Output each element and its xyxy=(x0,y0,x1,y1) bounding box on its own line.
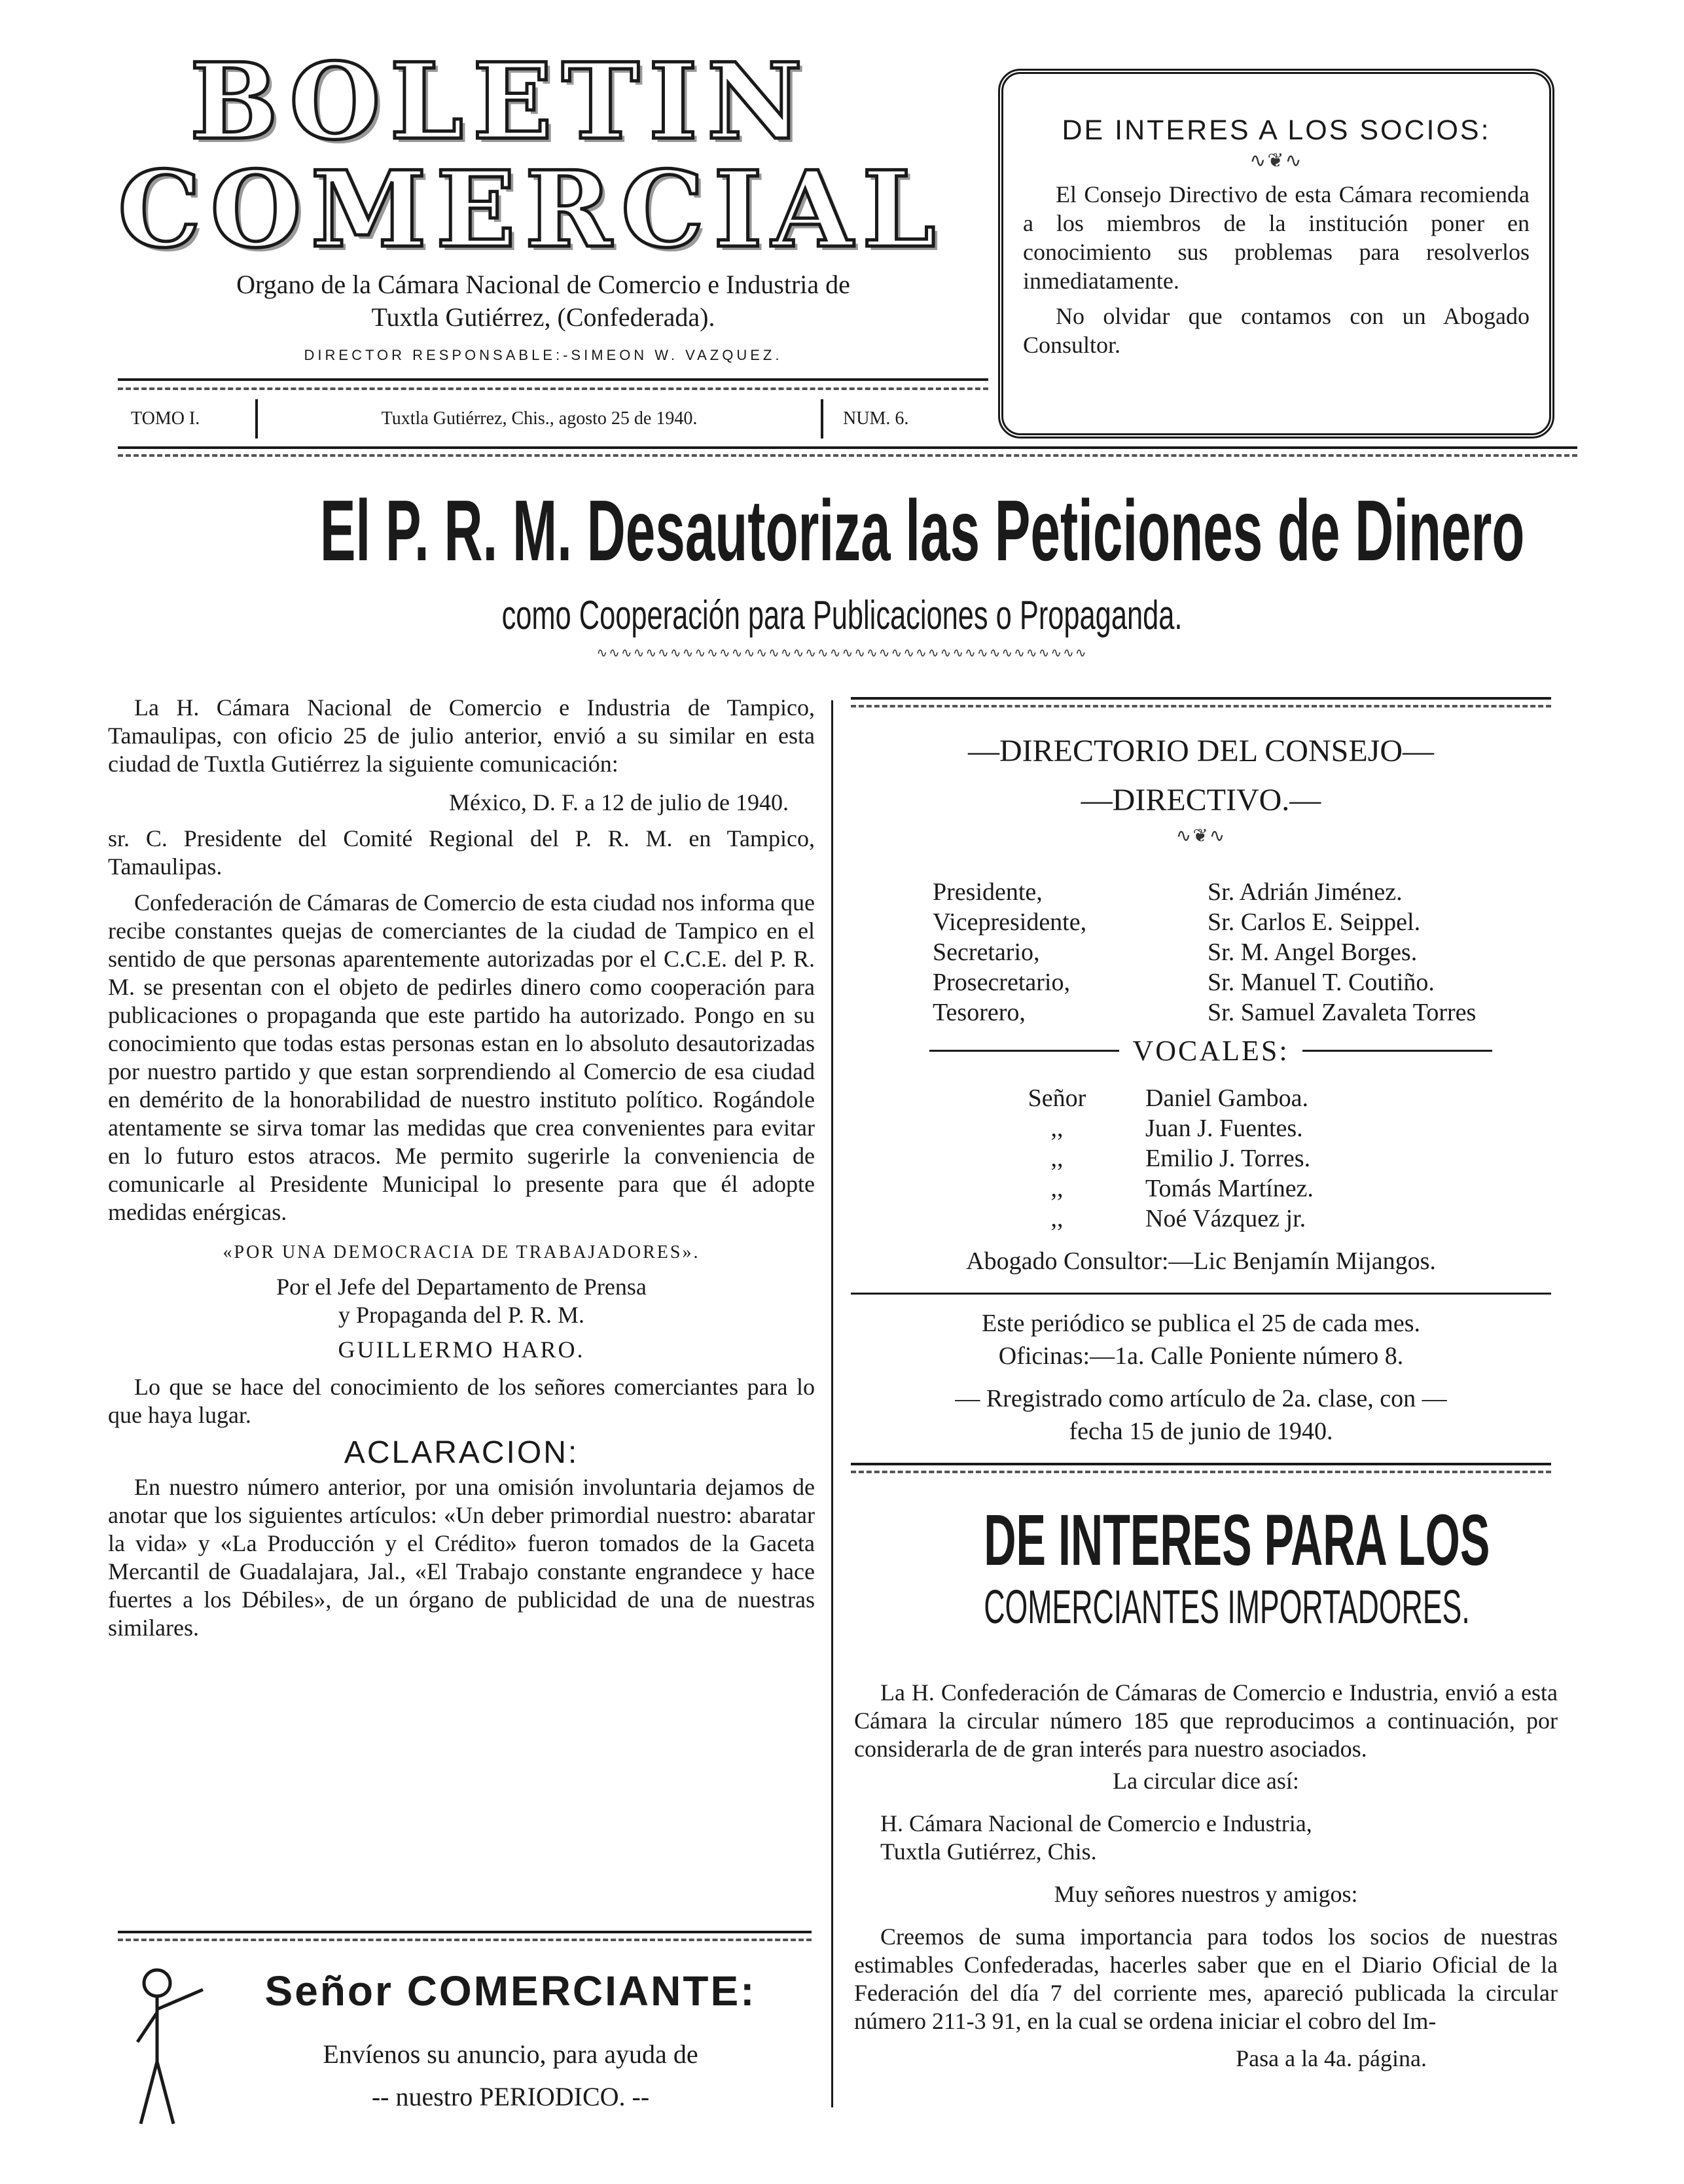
vocal-row: ,, Tomás Martínez. xyxy=(1050,1175,1314,1202)
officer-row: Secretario, Sr. M. Angel Borges. xyxy=(933,939,1418,966)
abogado-consultor: Abogado Consultor:—Lic Benjamín Mijangos. xyxy=(966,1247,1436,1275)
article-body: Confederación de Cámaras de Comercio de esta ciudad nos informa que recibe constantes quejas de comerciantes de la ciudad de Tampico en el sentido de que personas aparentemente autorizadas por el C.C.E. del P. R. M. se presentan con el objeto de pedirles dinero como cooperación para publicaciones o propaganda que este partido ha autorizado. Pongo en su conocimiento que todas estas personas estan en lo absoluto desautorizadas por nuestro partido y que estan sorprendiendo al Comercio de esa ciudad en demérito de la honorabilidad de nuestro instituto político. Rogándole atentamente se sirva tomar las medidas que crea convenientes para evitar en lo futuro estos atracos. Me permito sugerirle la conveniencia de comunicarle al Presidente Municipal lo presente para que él adopte medidas enérgicas. xyxy=(108,889,815,1225)
publication-rule-top xyxy=(851,1293,1551,1295)
circular-addressee-1: H. Cámara Nacional de Comercio e Industria, xyxy=(880,1810,1312,1836)
ad-line-1: Envíenos su anuncio, para ayuda de xyxy=(323,2039,698,2069)
directorio-rule-dashed xyxy=(851,705,1551,707)
masthead-title-line1: BOLETIN xyxy=(189,40,812,163)
socios-notice-box xyxy=(998,69,1554,439)
directorio-title-2: —DIRECTIVO.— xyxy=(1081,783,1321,817)
director-line: DIRECTOR RESPONSABLE:-SIMEON W. VAZQUEZ. xyxy=(304,347,783,363)
ad-rule-top xyxy=(118,1931,812,1933)
aclaracion-text: En nuestro número anterior, por una omisión involuntaria dejamos de anotar que los siguientes artículos: «Un deber primordial nuestro: abaratar la vida» y «La Producción y el Crédito» fueron tomados de la Gaceta Mercantil de Guadalajara, Jal., «El Trabajo constante engrandece y hace fuertes a los Débiles», de un órgano de publicidad de una de nuestras similares. xyxy=(108,1474,815,1641)
ad-rule-dashed xyxy=(118,1939,812,1941)
masthead-title-line2: COMERCIAL xyxy=(118,148,945,271)
circular-greeting: Muy señores nuestros y amigos: xyxy=(1054,1881,1358,1907)
main-headline: El P. R. M. Desautoriza las Peticiones de Dinero xyxy=(319,482,1525,579)
notice-paragraph-2: No olvidar que contamos con un Abogado Consultor. xyxy=(1023,303,1530,358)
notice-ornament: ∿❦∿ xyxy=(1249,150,1303,171)
issue-info-bar xyxy=(131,396,988,442)
vocales-list xyxy=(969,1083,1558,1234)
circular-intro: La circular dice así: xyxy=(1113,1768,1299,1794)
article-place-date: México, D. F. a 12 de julio de 1940. xyxy=(448,789,789,815)
circular-addressee-2: Tuxtla Gutiérrez, Chis. xyxy=(880,1838,1097,1865)
article-signer: GUILLERMO HARO. xyxy=(338,1336,585,1363)
officer-row: Presidente, Sr. Adrián Jiménez. xyxy=(933,878,1403,906)
pointing-man-illustration xyxy=(118,1963,209,2134)
article-intro: La H. Cámara Nacional de Comercio e Industria de Tampico, Tamaulipas, con oficio 25 de julio anterior, envió a su similar en esta ciudad de Tuxtla Gutiérrez la siguiente comunicación: xyxy=(108,694,815,777)
headline-ornament: ∿∿∿∿∿∿∿∿∿∿∿∿∿∿∿∿∿∿∿∿∿∿∿∿∿∿∿∿∿∿∿∿∿∿∿∿∿∿∿∿ xyxy=(596,646,1088,660)
sub-headline: como Cooperación para Publicaciones o Propaganda. xyxy=(501,593,1183,638)
notice-title: DE INTERES A LOS SOCIOS: xyxy=(1062,115,1491,146)
issue-number: NUM. 6. xyxy=(843,408,909,429)
importadores-intro: La H. Confederación de Cámaras de Comercio e Industria, envió a esta Cámara la circular número 185 que reproducimos a continuación, por considerarla de de gran interés para nuestro asociados. xyxy=(854,1679,1558,1762)
masthead-rule-bottom xyxy=(118,446,1577,449)
continued-note: Pasa a la 4a. página. xyxy=(1236,2045,1427,2071)
article-addressee: sr. C. Presidente del Comité Regional del P. R. M. en Tampico, Tamaulipas. xyxy=(108,825,815,880)
ad-title: Señor COMERCIANTE: xyxy=(264,1967,757,2014)
organ-line-1: Organo de la Cámara Nacional de Comercio e Industria de xyxy=(236,270,850,299)
importadores-column xyxy=(854,1679,1558,2073)
masthead-rule-bottom-dashed xyxy=(118,454,1577,457)
aclaracion-title: ACLARACION: xyxy=(344,1435,579,1470)
importadores-rule-dashed xyxy=(851,1471,1551,1473)
publication-line-2: Oficinas:—1a. Calle Poniente número 8. xyxy=(998,1342,1404,1370)
vocal-row: ,, Noé Vázquez jr. xyxy=(1050,1205,1306,1232)
masthead-rule-top xyxy=(118,378,988,381)
vocal-row: ,, Juan J. Fuentes. xyxy=(1050,1115,1303,1142)
publication-line-3: — Rregistrado como artículo de 2a. clase, con — xyxy=(955,1385,1447,1412)
directorio-rule-top xyxy=(851,697,1551,700)
officer-row: Tesorero, Sr. Samuel Zavaleta Torres xyxy=(933,999,1477,1026)
vocal-row: ,, Emilio J. Torres. xyxy=(1050,1145,1311,1172)
importadores-title-1: DE INTERES PARA LOS xyxy=(984,1500,1490,1581)
article-signature-2: y Propaganda del P. R. M. xyxy=(338,1302,584,1328)
importadores-rule-top xyxy=(851,1463,1551,1465)
tomo-label: TOMO I. xyxy=(131,408,200,429)
dateline: Tuxtla Gutiérrez, Chis., agosto 25 de 1940. xyxy=(381,408,698,429)
article-left-column xyxy=(108,694,815,1642)
directorio-title-1: —DIRECTORIO DEL CONSEJO— xyxy=(967,734,1434,768)
organ-line-2: Tuxtla Gutiérrez, (Confederada). xyxy=(371,302,715,332)
officer-row: Prosecretario, Sr. Manuel T. Coutiño. xyxy=(933,969,1435,996)
article-motto: «POR UNA DEMOCRACIA DE TRABAJADORES». xyxy=(223,1242,700,1262)
vocales-heading xyxy=(929,1034,1492,1067)
masthead-rule-dashed xyxy=(118,387,988,390)
ad-line-2: -- nuestro PERIODICO. -- xyxy=(371,2082,650,2111)
publication-line-1: Este periódico se publica el 25 de cada mes. xyxy=(981,1310,1421,1337)
article-signature-1: Por el Jefe del Departamento de Prensa xyxy=(276,1274,647,1300)
directorio-ornament: ∿❦∿ xyxy=(1175,826,1227,846)
article-closing: Lo que se hace del conocimiento de los señores comerciantes para lo que haya lugar. xyxy=(108,1374,815,1428)
publication-line-4: fecha 15 de junio de 1940. xyxy=(1069,1418,1333,1445)
officer-row: Vicepresidente, Sr. Carlos E. Seippel. xyxy=(933,908,1421,936)
vocal-row: Señor Daniel Gamboa. xyxy=(1028,1084,1309,1112)
column-divider xyxy=(831,700,833,2107)
importadores-title-2: COMERCIANTES IMPORTADORES. xyxy=(984,1581,1470,1634)
officers-list xyxy=(933,877,1554,1028)
vocales-title: VOCALES: xyxy=(1132,1035,1289,1067)
circular-body: Creemos de suma importancia para todos los socios de nuestras estimables Confederadas, hacerles saber que en el Diario Oficial de la Federación del día 7 del corriente mes, apareció publicada la circular número 211-3 91, en la cual se ordena iniciar el cobro del Im- xyxy=(854,1924,1558,2034)
notice-paragraph-1: El Consejo Directivo de esta Cámara recomienda a los miembros de la institución poner en conocimiento sus problemas para resolverlos inmediatamente. xyxy=(1023,181,1530,294)
